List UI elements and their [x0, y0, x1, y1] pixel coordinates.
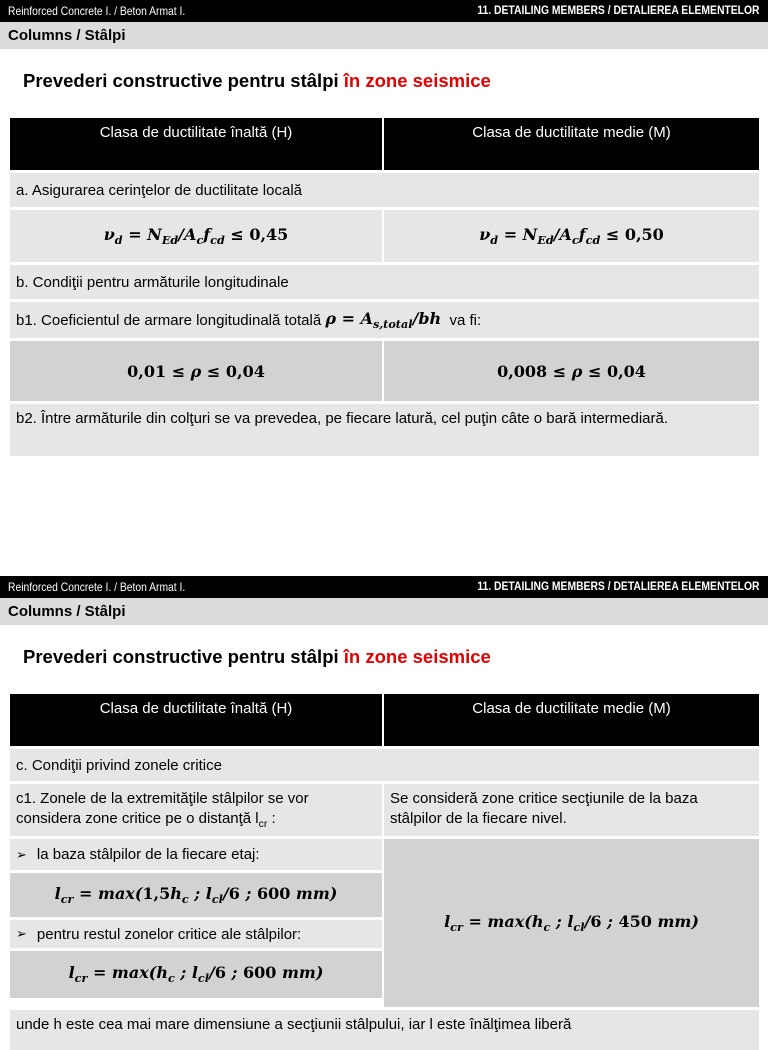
high-class-column: [10, 839, 384, 1007]
table-row: [10, 299, 759, 338]
row-c-label: c. Condiţii privind zonele critice: [10, 749, 759, 781]
table-row: [10, 836, 759, 1007]
slide-header-bar: [0, 576, 768, 598]
table-row: [10, 781, 759, 836]
c1-high-main: c1. Zonele de la extremităţile stâlpilor se vor considera zone critice pe o distanţă l: [16, 790, 309, 827]
critical-zones-table: [10, 694, 759, 1050]
note-text: unde h este cea mai mare dimensiune a secţiunii stâlpului, iar l este înălţimea liberă: [10, 1010, 759, 1050]
lcr-medium-mm: 450: [618, 911, 652, 931]
table-row: [10, 401, 759, 456]
nu-high-limit: 0,45: [249, 224, 289, 244]
formula-lcr-medium: $l_{cr} = \max(h_c$ ; $l_{cl}/6$ ; 450 mm): [384, 839, 759, 1007]
b1-text: b1. Coeficientul de armare longitudinală totală: [16, 311, 322, 329]
formula-nu-high: $\nu_d = N_{Ed}/A_cf_{cd} \le 0,45$: [10, 210, 384, 262]
course-title: Reinforced Concrete I. / Beton Armat I.: [8, 4, 186, 18]
c1-high-end: :: [267, 810, 276, 827]
formula-nu-medium: $\nu_d = N_{Ed}/A_cf_{cd} \le 0,50$: [384, 210, 759, 262]
heading-highlight: în zone seismice: [343, 646, 491, 667]
slide-1: [0, 0, 768, 500]
rho-range-high: 0,01 ≤ ρ ≤ 0,04: [10, 341, 384, 401]
row-b1-label: [10, 302, 759, 338]
formula-lcr-base: $l_{cr} = \max(1,5h_c$ ; $l_{cl}/6$ ; 600 mm): [10, 870, 382, 917]
rho-medium-max: 0,04: [606, 361, 646, 381]
lcr-base-mm: 600: [256, 883, 291, 903]
requirements-table: [10, 118, 759, 456]
table-row: [10, 338, 759, 401]
lcr-base-coef: 1,5: [142, 883, 171, 903]
table-row: [10, 170, 759, 207]
rho-high-min: 0,01: [127, 361, 167, 381]
section-title: Columns / Stâlpi: [0, 598, 768, 625]
bullet-rest-text: pentru restul zonelor critice ale stâlpilor:: [36, 925, 302, 943]
row-b-label: b. Condiţii pentru armăturile longitudinale: [10, 265, 759, 299]
heading-main: Prevederi constructive pentru stâlpi: [23, 646, 344, 667]
chapter-title: 11. DETAILING MEMBERS / DETALIEREA ELEMENTELOR: [477, 5, 760, 17]
b1-suffix: va fi:: [449, 311, 482, 329]
col-header-medium: Clasa de ductilitate medie (M): [384, 694, 759, 746]
arrow-bullet-icon: ➢: [16, 846, 27, 862]
col-header-high: Clasa de ductilitate înaltă (H): [10, 118, 384, 170]
c1-high-text: [10, 784, 384, 836]
table-header-row: [10, 118, 759, 170]
formula-lcr-rest: $l_{cr} = \max(h_c$ ; $l_{cl}/6$ ; 600 mm): [10, 948, 382, 998]
table-header-row: [10, 694, 759, 746]
row-a-label: a. Asigurarea cerinţelor de ductilitate locală: [10, 173, 759, 207]
col-header-medium: Clasa de ductilitate medie (M): [384, 118, 759, 170]
nu-medium-limit: 0,50: [624, 224, 664, 244]
lcr-rest-mm: 600: [243, 963, 277, 983]
rho-high-max: 0,04: [225, 361, 265, 381]
rho-range-medium: 0,008 ≤ ρ ≤ 0,04: [384, 341, 759, 401]
table-row: [10, 207, 759, 262]
row-b2-text: b2. Între armăturile din colţuri se va prevedea, pe fiecare latură, cel puţin câte o bară intermediară.: [10, 404, 759, 456]
bullet-rest: [10, 917, 382, 948]
heading-main: Prevederi constructive pentru stâlpi: [23, 70, 344, 91]
table-row: [10, 1007, 759, 1050]
course-title: Reinforced Concrete I. / Beton Armat I.: [8, 580, 186, 594]
c1-high-sub: cr: [258, 818, 268, 830]
heading-highlight: în zone seismice: [343, 70, 491, 91]
table-row: [10, 262, 759, 299]
col-header-high: Clasa de ductilitate înaltă (H): [10, 694, 384, 746]
rho-definition: $\rho = A_{s,total}/bh$: [325, 308, 442, 332]
table-row: [10, 746, 759, 781]
slide-header-bar: [0, 0, 768, 22]
rho-medium-min: 0,008: [497, 361, 548, 381]
slide-2: [0, 576, 768, 1033]
slide-heading: [23, 646, 491, 668]
bullet-base: [10, 839, 382, 870]
section-title: Columns / Stâlpi: [0, 22, 768, 49]
chapter-title: 11. DETAILING MEMBERS / DETALIEREA ELEMENTELOR: [477, 581, 760, 593]
arrow-bullet-icon: ➢: [16, 926, 27, 941]
c1-medium-text: Se consideră zone critice secţiunile de la baza stâlpilor de la fiecare nivel.: [384, 784, 759, 836]
slide-heading: [23, 70, 491, 92]
bullet-base-text: la baza stâlpilor de la fiecare etaj:: [36, 846, 260, 863]
